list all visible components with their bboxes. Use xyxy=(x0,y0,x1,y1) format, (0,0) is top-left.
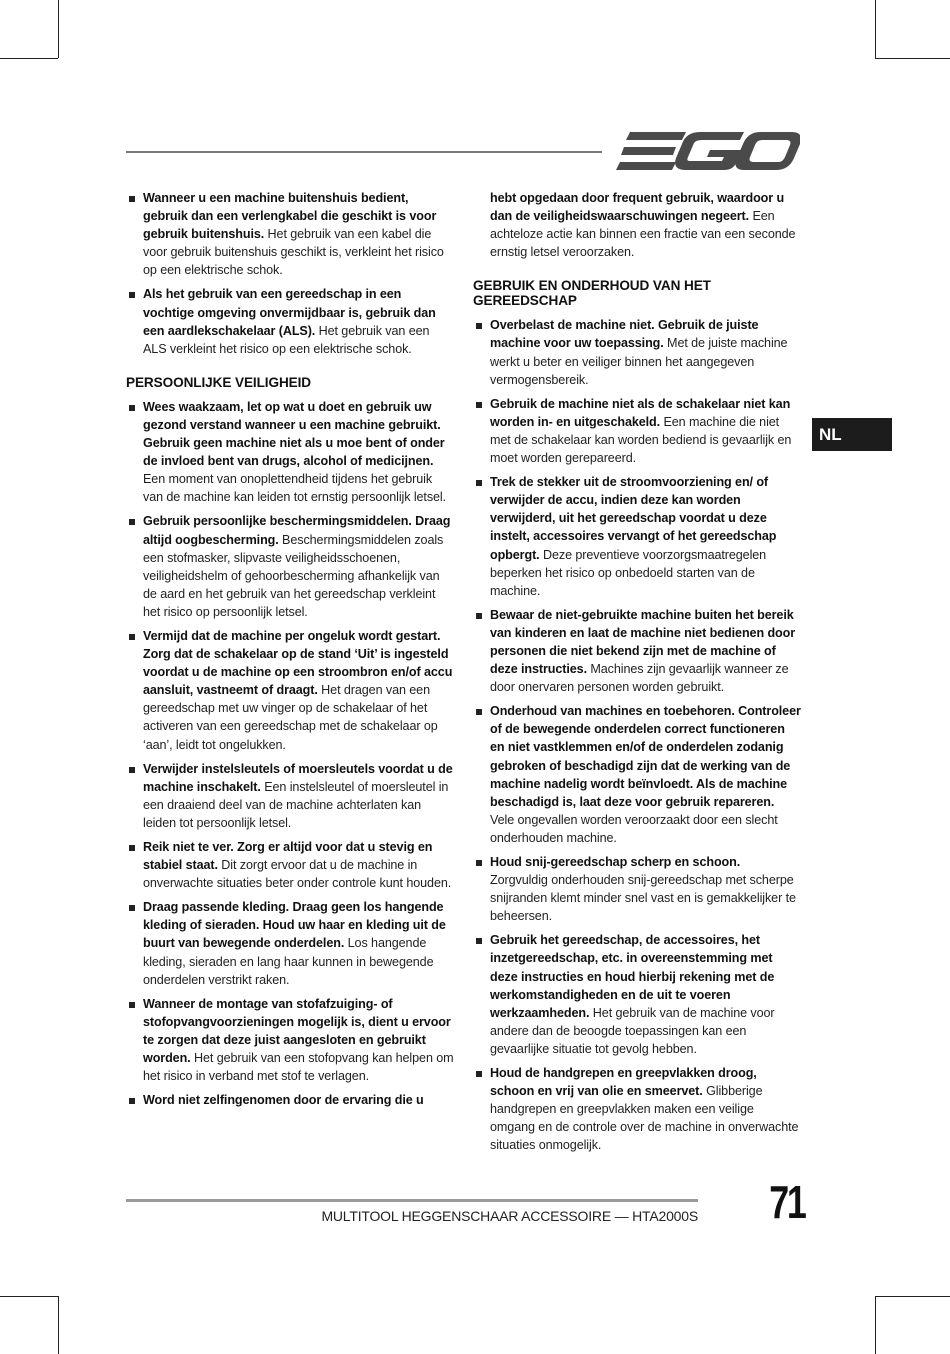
crop-mark xyxy=(0,58,58,59)
section-title: PERSOONLIJKE VEILIGHEID xyxy=(126,374,312,390)
list-item: Gebruik persoonlijke beschermingsmiddelen. Draag altijd oogbescherming. Beschermingsmiddelen zoals een stofmasker, slipvaste veiligheidsschoenen, veiligheidshelm of gehoorbescherming afhankelijk van de aard en het gebruik van het gereedschap verkleint het risico op persoonlijk letsel. xyxy=(126,512,454,621)
list-item: Bewaar de niet-gebruikte machine buiten het bereik van kinderen en laat de machine niet bedienen door personen die niet bekend zijn met de machine of deze instructies. Machines zijn gevaarlijk wanneer ze door onervaren personen worden gebruikt. xyxy=(473,606,801,696)
list-item: Word niet zelfingenomen door de ervaring die u xyxy=(126,1091,454,1109)
list-item: Reik niet te ver. Zorg er altijd voor dat u stevig en stabiel staat. Dit zorgt ervoor dat u de machine in onverwachte situaties beter onder controle kunt houden. xyxy=(126,838,454,892)
list-item: Wanneer de montage van stofafzuiging- of stofopvangvoorzieningen mogelijk is, dient u ervoor te zorgen dat deze juist aangesloten en gebruikt worden. Het gebruik van een stofopvang kan helpen om het risico in verband met stof te verlagen. xyxy=(126,995,454,1085)
list-item: Onderhoud van machines en toebehoren. Controleer of de bewegende onderdelen correct functioneren en niet vastklemmen en/of de onderdelen zodanig gebroken of beschadigd zijn dat de werking van de machine nadelig wordt beïnvloedt. Als de machine beschadigd is, laat deze voor gebruik repareren. Vele ongevallen worden veroorzaakt door een slecht onderhouden machine. xyxy=(473,702,801,847)
right-column xyxy=(473,189,801,1161)
list-item: Wees waakzaam, let op wat u doet en gebruik uw gezond verstand wanneer u een machine gebruikt. Gebruik geen machine niet als u moe bent of onder de invloed bent van drugs, alcohol of medicijnen. Een moment van onoplettendheid tijdens het gebruik van de machine kan leiden tot ernstig persoonlijk letsel. xyxy=(126,398,454,507)
crop-mark xyxy=(875,1296,950,1297)
list-item: Houd snij-gereedschap scherp en schoon. Zorgvuldig onderhouden snij-gereedschap met scherpe snijranden klemt minder snel vast en is gemakkelijker te beheersen. xyxy=(473,853,801,925)
language-tab: NL xyxy=(812,418,892,451)
page-number: 71 xyxy=(769,1176,805,1228)
footer-title: MULTITOOL HEGGENSCHAAR ACCESSOIRE — HTA2000S xyxy=(321,1208,698,1224)
crop-mark xyxy=(0,1296,58,1297)
list-item: Verwijder instelsleutels of moersleutels voordat u de machine inschakelt. Een instelsleutel of moersleutel in een draaiend deel van de machine achterlaten kan leiden tot persoonlijk letsel. xyxy=(126,760,454,832)
list-item: Trek de stekker uit de stroomvoorziening en/ of verwijder de accu, indien deze kan worden verwijderd, uit het gereedschap voordat u deze instelt, accessoires vervangt of het gereedschap opbergt. Deze preventieve voorzorgsmaatregelen beperken het risico op onbedoeld starten van de machine. xyxy=(473,473,801,600)
crop-mark xyxy=(58,0,59,58)
list-item-continuation: hebt opgedaan door frequent gebruik, waardoor u dan de veiligheidswaarschuwingen negeert. Een achteloze actie kan binnen een fractie van een seconde ernstig letsel veroorzaken. xyxy=(490,191,796,260)
list-item: Draag passende kleding. Draag geen los hangende kleding of sieraden. Houd uw haar en kleding uit de buurt van bewegende onderdelen. Los hangende kleding, sieraden en lang haar kunnen in bewegende onderdelen verstrikt raken. xyxy=(126,898,454,988)
ego-logo xyxy=(616,130,800,172)
footer-rule xyxy=(126,1199,698,1202)
list-item: Als het gebruik van een gereedschap in een vochtige omgeving onvermijdbaar is, gebruik dan een aardlekschakelaar (ALS). Het gebruik van een ALS verkleint het risico op een elektrische schok. xyxy=(126,285,454,357)
list-item: Vermijd dat de machine per ongeluk wordt gestart. Zorg dat de schakelaar op de stand ‘Uit’ is ingesteld voordat u de machine op een stroombron en/of accu aansluit, vastneemt of draagt. Het dragen van een gereedschap met uw vinger op de schakelaar of het activeren van een gereedschap met de schakelaar op ‘aan’, leidt tot ongelukken. xyxy=(126,627,454,754)
list-item: Gebruik het gereedschap, de accessoires, het inzetgereedschap, etc. in overeenstemming met deze instructies en houd hierbij rekening met de werkomstandigheden en de uit te voeren werkzaamheden. Het gebruik van de machine voor andere dan de beoogde toepassingen kan een gevaarlijke situatie tot gevolg hebben. xyxy=(473,931,801,1058)
header-rule xyxy=(126,151,602,153)
crop-mark xyxy=(875,58,950,59)
list-item: Wanneer u een machine buitenshuis bedient, gebruik dan een verlengkabel die geschikt is voor gebruik buitenshuis. Het gebruik van een kabel die voor gebruik buitenshuis geschikt is, verkleint het risico op een elektrische schok. xyxy=(126,189,454,279)
crop-mark xyxy=(875,0,876,58)
list-item: Gebruik de machine niet als de schakelaar niet kan worden in- en uitgeschakeld. Een machine die niet met de schakelaar kan worden bediend is gevaarlijk en moet worden gerepareerd. xyxy=(473,395,801,467)
left-column xyxy=(126,189,454,1115)
section-title: GEBRUIK EN ONDERHOUD VAN HET GEREEDSCHAP xyxy=(473,278,711,309)
list-item: Overbelast de machine niet. Gebruik de juiste machine voor uw toepassing. Met de juiste machine werkt u beter en veiliger binnen het aangegeven vermogensbereik. xyxy=(473,316,801,388)
crop-mark xyxy=(875,1296,876,1354)
list-item: Houd de handgrepen en greepvlakken droog, schoon en vrij van olie en smeervet. Glibberige handgrepen en greepvlakken maken een veilige omgang en de controle over de machine in onverwachte situaties onmogelijk. xyxy=(473,1064,801,1154)
crop-mark xyxy=(58,1296,59,1354)
